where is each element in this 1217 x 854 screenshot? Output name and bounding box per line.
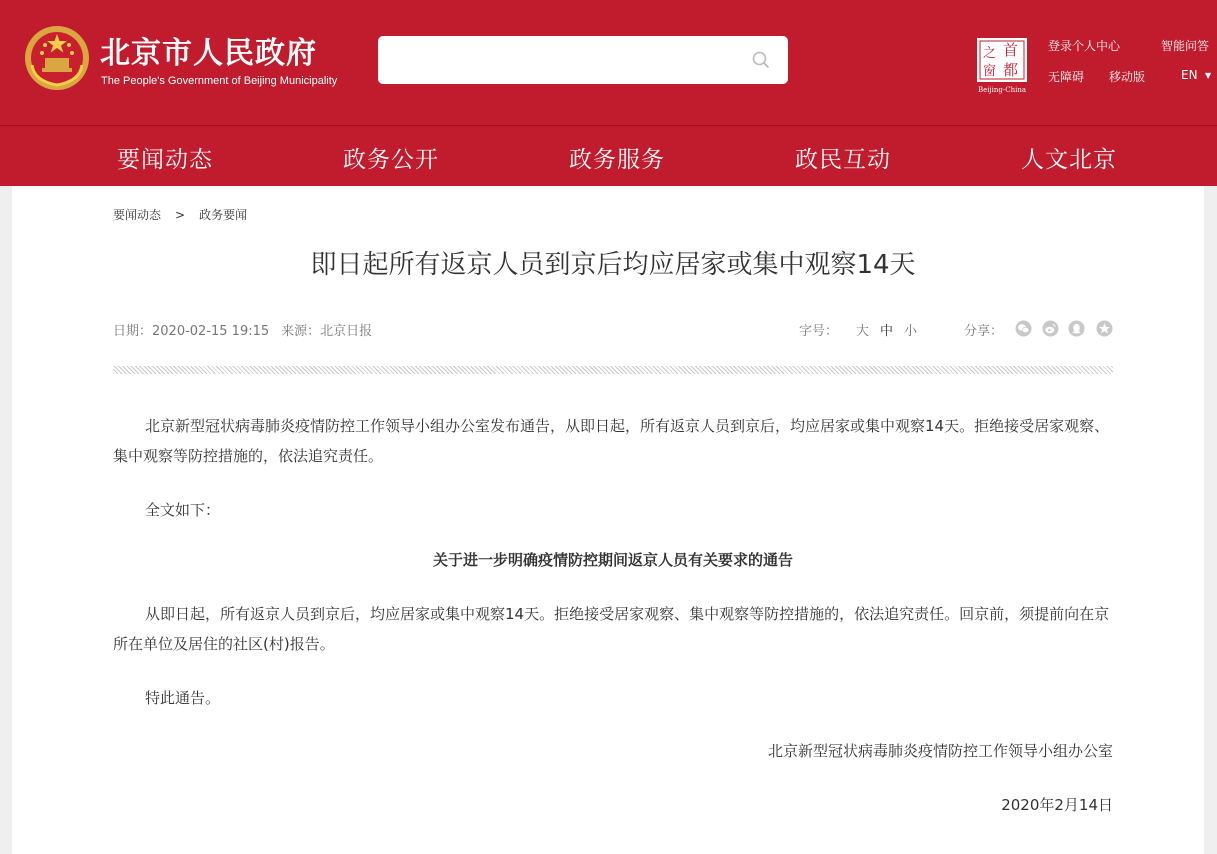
article-date: 日期：2020-02-15 19:15 xyxy=(113,324,270,339)
search-box[interactable] xyxy=(378,36,788,84)
smart-qa-link[interactable]: 智能问答 xyxy=(1161,39,1210,53)
header-divider xyxy=(0,125,1217,126)
language-switch-link[interactable]: EN xyxy=(1181,68,1198,82)
article-paragraph-4: 特此通告。 xyxy=(145,689,221,707)
share-icons xyxy=(1015,320,1115,338)
svg-text:Beijing-China: Beijing-China xyxy=(977,86,1027,94)
weibo-icon[interactable] xyxy=(1042,320,1059,337)
capital-window-logo[interactable] xyxy=(974,36,1030,94)
svg-text:都: 都 xyxy=(1003,61,1019,79)
breadcrumb xyxy=(113,206,247,223)
share-label: 分享： xyxy=(964,324,1004,339)
article-paragraph-1: 北京新型冠状病毒肺炎疫情防控工作领导小组办公室发布通告，从即日起，所有返京人员到京后，均应居家或集中观察14天。拒绝接受居家观察、集中观察等防控措施的，依法追究责任。 xyxy=(113,417,1110,465)
font-size-medium[interactable]: 中 xyxy=(880,324,894,339)
font-size-control xyxy=(799,320,917,339)
article-paragraph-2: 全文如下： xyxy=(145,501,221,519)
breadcrumb-item-news[interactable]: 要闻动态 xyxy=(113,208,162,222)
article-title: 即日起所有返京人员到京后均应居家或集中观察14天 xyxy=(310,250,916,280)
search-icon[interactable] xyxy=(752,51,770,69)
svg-text:窗: 窗 xyxy=(983,64,997,79)
caret-down-icon[interactable]: ▼ xyxy=(1205,71,1212,80)
login-link[interactable]: 登录个人中心 xyxy=(1048,39,1121,53)
notice-signature: 北京新型冠状病毒肺炎疫情防控工作领导小组办公室 xyxy=(767,742,1113,760)
divider-hatch xyxy=(113,366,1113,374)
article-meta xyxy=(113,320,372,339)
breadcrumb-separator: > xyxy=(175,208,186,222)
article-paragraph-3: 从即日起，所有返京人员到京后，均应居家或集中观察14天。拒绝接受居家观察、集中观察等防控措施的，依法追究责任。回京前，须提前向在京所在单位及居住的社区(村)报告。 xyxy=(113,605,1110,653)
nav-item-news[interactable]: 要闻动态 xyxy=(117,147,213,173)
national-emblem-icon[interactable] xyxy=(24,25,90,91)
search-input[interactable] xyxy=(388,44,732,76)
site-name-en[interactable]: The People's Government of Beijing Municipality xyxy=(101,75,338,87)
svg-text:之: 之 xyxy=(983,46,997,61)
notice-title: 关于进一步明确疫情防控期间返京人员有关要求的通告 xyxy=(432,551,793,569)
qzone-icon[interactable] xyxy=(1096,320,1113,337)
svg-text:首: 首 xyxy=(1003,41,1019,59)
accessibility-link[interactable]: 无障碍 xyxy=(1048,70,1085,84)
nav-item-gov-affairs[interactable]: 政务公开 xyxy=(343,147,439,173)
mobile-version-link[interactable]: 移动版 xyxy=(1109,70,1146,84)
site-header xyxy=(0,0,1217,186)
font-size-label: 字号： xyxy=(799,324,839,339)
nav-item-gov-services[interactable]: 政务服务 xyxy=(569,147,665,173)
wechat-icon[interactable] xyxy=(1015,320,1032,337)
site-name[interactable]: 北京市人民政府 xyxy=(100,36,317,71)
notice-date: 2020年2月14日 xyxy=(1001,796,1113,814)
breadcrumb-item-gov-news[interactable]: 政务要闻 xyxy=(199,208,248,222)
font-size-large[interactable]: 大 xyxy=(856,324,870,339)
font-size-small[interactable]: 小 xyxy=(904,324,918,339)
nav-item-interaction[interactable]: 政民互动 xyxy=(795,147,891,173)
main-nav xyxy=(0,128,1217,186)
qq-icon[interactable] xyxy=(1068,320,1085,337)
nav-item-culture[interactable]: 人文北京 xyxy=(1021,147,1117,173)
article-source: 来源：北京日报 xyxy=(281,324,373,339)
